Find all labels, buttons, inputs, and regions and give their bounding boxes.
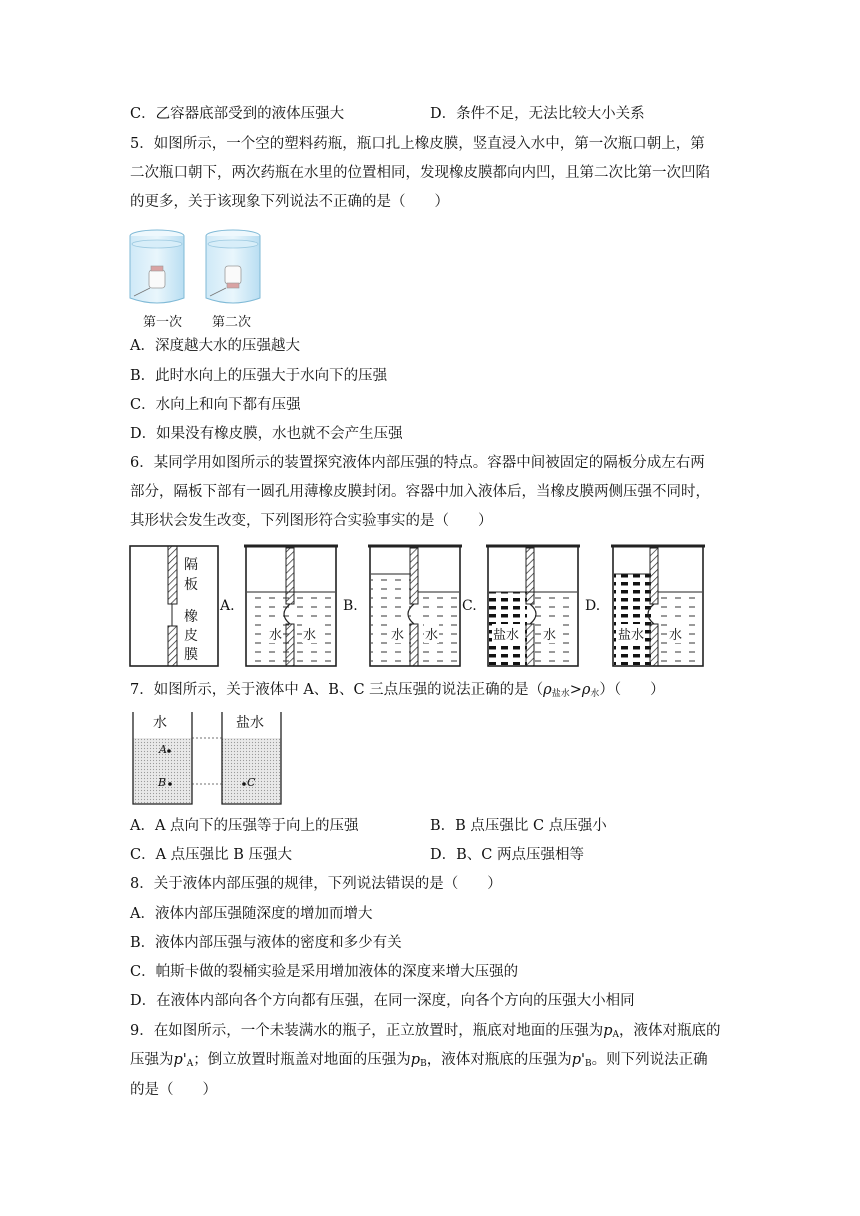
q6-figure-containers	[128, 540, 733, 670]
q6-b-right-water: 水	[424, 624, 439, 643]
q6-a-right-water: 水	[302, 624, 317, 643]
q9-stem-line1	[130, 1021, 721, 1045]
q4-option-d: D．条件不足，无法比较大小关系	[430, 106, 645, 122]
q7-label-water: 水	[153, 715, 167, 731]
q5-option-d: D．如果没有橡皮膜，水也就不会产生压强	[130, 426, 403, 442]
q9-ppB: p'	[571, 1052, 585, 1068]
q7-rho-water: ρ	[581, 682, 591, 698]
q7-label-point-c: C	[247, 776, 256, 789]
q7-stem-text: 7．如图所示，关于液体中 A、B、C 三点压强的说法正确的是（	[130, 682, 544, 698]
q5-figure-label-first: 第一次	[143, 315, 183, 330]
q7-option-d: D．B、C 两点压强相等	[430, 847, 584, 863]
q8-option-c: C．帕斯卡做的裂桶实验是采用增加液体的深度来增大压强的	[130, 964, 519, 980]
q6-option-d-letter: D.	[585, 598, 601, 614]
q8-option-b: B．液体内部压强与液体的密度和多少有关	[130, 935, 402, 951]
q9-ppA: p'	[173, 1052, 187, 1068]
q9-ppB-sub: B	[584, 1059, 592, 1069]
q6-a-left-water: 水	[268, 624, 283, 643]
q7-option-b: B．B 点压强比 C 点压强小	[430, 818, 607, 834]
q6-option-b-diagram	[368, 546, 462, 666]
q8-option-d: D．在液体内部向各个方向都有压强，在同一深度，向各个方向的压强大小相同	[130, 993, 635, 1009]
q7-figure-containers	[128, 708, 288, 806]
q9-pB-sub: B	[420, 1059, 427, 1069]
q6-label-partition-1: 隔	[184, 557, 198, 573]
q6-label-membrane-1: 橡	[184, 609, 198, 625]
q6-stem-line2: 部分，隔板下部有一圆孔用薄橡皮膜封闭。容器中加入液体后，当橡皮膜两侧压强不同时，	[130, 484, 710, 500]
q7-label-point-a: A	[159, 743, 167, 756]
q9-pB: p	[410, 1052, 421, 1068]
q6-b-left-water: 水	[390, 624, 405, 643]
q6-setup-diagram	[130, 546, 218, 666]
q5-figure-label-second: 第二次	[212, 315, 252, 330]
q9-l2-mid: ；倒立放置时瓶盖对地面的压强为	[193, 1052, 411, 1068]
q6-option-b-letter: B.	[343, 598, 358, 614]
q7-label-point-b: B	[158, 776, 167, 789]
q7-option-c: C．A 点压强比 B 压强大	[130, 847, 293, 863]
q7-rho-brine: ρ	[543, 682, 552, 698]
q9-pA: p	[603, 1023, 613, 1039]
q6-stem-line3: 其形状会发生改变，下列图形符合实验事实的是（ ）	[130, 513, 493, 529]
q6-d-left-brine: 盐水	[617, 624, 645, 643]
q6-option-c-diagram	[486, 546, 580, 666]
q9-l2-tail: 。则下列说法正确	[591, 1052, 708, 1068]
q7-point-c-dot	[242, 782, 246, 786]
q9-l1-text: 9．在如图所示，一个未装满水的瓶子，正立放置时，瓶底对地面的压强为	[130, 1023, 604, 1039]
q9-pA-sub: A	[612, 1030, 620, 1040]
q6-option-c-letter: C.	[462, 598, 477, 614]
q5-option-b: B．此时水向上的压强大于水向下的压强	[130, 368, 388, 384]
q5-option-a: A．深度越大水的压强越大	[130, 338, 300, 354]
q6-option-a-letter: A.	[220, 598, 235, 614]
q6-d-right-water: 水	[668, 624, 683, 643]
q7-option-a: A．A 点向下的压强等于向上的压强	[130, 818, 359, 834]
q8-option-a: A．液体内部压强随深度的增加而增大	[130, 906, 373, 922]
q7-stem	[130, 680, 665, 704]
q7-point-a-dot	[167, 749, 171, 753]
q7-rho-water-sub: 水	[590, 689, 600, 699]
q6-c-right-water: 水	[542, 624, 557, 643]
q9-stem-line3: 的是（ ）	[130, 1082, 217, 1098]
q8-stem: 8．关于液体内部压强的规律，下列说法错误的是（ ）	[130, 876, 502, 892]
q7-label-brine: 盐水	[236, 715, 264, 731]
q9-stem-line2	[130, 1050, 708, 1074]
q7-gt: >	[569, 682, 582, 698]
q7-stem-tail: ）（ ）	[599, 682, 665, 698]
q6-c-left-brine: 盐水	[492, 624, 520, 643]
q4-option-c: C．乙容器底部受到的液体压强大	[130, 106, 345, 122]
q6-label-membrane-2: 皮	[184, 628, 198, 644]
q5-option-c: C．水向上和向下都有压强	[130, 397, 301, 413]
q9-l2-text: 压强为	[130, 1052, 174, 1068]
q9-ppA-sub: A	[186, 1059, 194, 1069]
q5-stem-line3: 的更多，关于该现象下列说法不正确的是（ ）	[130, 194, 449, 210]
q6-label-partition-2: 板	[184, 577, 198, 593]
q6-stem-line1: 6．某同学用如图所示的装置探究液体内部压强的特点。容器中间被固定的隔板分成左右两	[130, 455, 705, 471]
q5-stem-line2: 二次瓶口朝下，两次药瓶在水里的位置相同，发现橡皮膜都向内凹，且第二次比第一次凹陷	[130, 165, 710, 181]
q6-label-membrane-3: 膜	[184, 647, 198, 663]
q7-point-b-dot	[168, 782, 172, 786]
q7-rho-brine-sub: 盐水	[551, 689, 570, 699]
q5-stem-line1: 5．如图所示，一个空的塑料药瓶，瓶口扎上橡皮膜，竖直浸入水中，第一次瓶口朝上，第	[130, 136, 705, 152]
q5-figure-bottles	[128, 226, 278, 312]
q6-option-d-diagram	[611, 546, 705, 666]
q9-l1-tail: ，液体对瓶底的	[619, 1023, 721, 1039]
q6-option-a-diagram	[244, 546, 338, 666]
q9-l2-mid2: ，液体对瓶底的压强为	[426, 1052, 572, 1068]
